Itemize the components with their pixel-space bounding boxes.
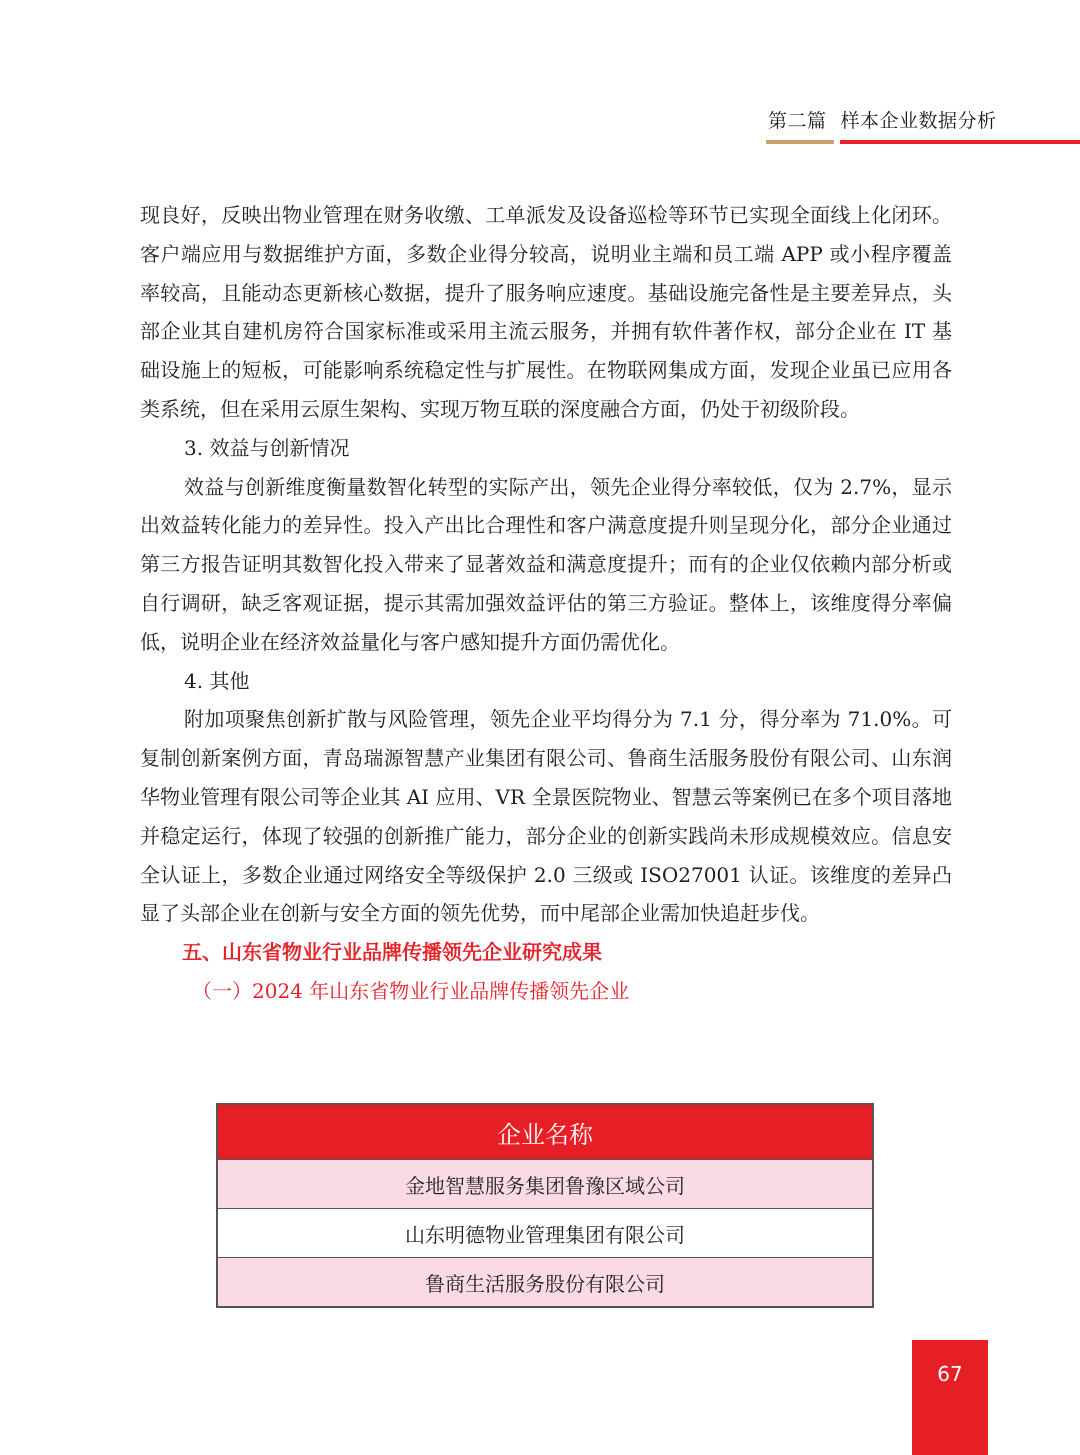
table-row: 金地智慧服务集团鲁豫区域公司 (218, 1160, 872, 1209)
section-subheading-5-1: （一）2024 年山东省物业行业品牌传播领先企业 (192, 978, 630, 1003)
table-row: 鲁商生活服务股份有限公司 (218, 1258, 872, 1306)
header-chapter: 样本企业数据分析 (840, 110, 997, 132)
body-text (140, 196, 952, 1011)
paragraph-other: 附加项聚焦创新扩散与风险管理，领先企业平均得分为 7.1 分，得分率为 71.0%。可复制创新案例方面，青岛瑞源智慧产业集团有限公司、鲁商生活服务股份有限公司、山东润华物业管理有限公司等企业其 AI 应用、VR 全景医院物业、智慧云等案例已在多个项目落地并稳定运行，体现了较强的创新推广能力，部分企业的创新实践尚未形成规模效应。信息安全认证上，多数企业通过网络安全等级保护 2.0 三级或 ISO27001 认证。该维度的差异凸显了头部企业在创新与安全方面的领先优势，而中尾部企业需加快追赶步伐。 (140, 707, 952, 926)
leading-enterprises-table (216, 1103, 874, 1308)
subheading-other: 4. 其他 (184, 668, 250, 693)
table-header: 企业名称 (218, 1105, 872, 1160)
header-rule-gold (766, 140, 834, 144)
header-part: 第二篇 (768, 110, 827, 132)
table-row: 山东明德物业管理集团有限公司 (218, 1209, 872, 1258)
chapter-header (768, 106, 997, 133)
paragraph-continuation: 现良好，反映出物业管理在财务收缴、工单派发及设备巡检等环节已实现全面线上化闭环。客户端应用与数据维护方面，多数企业得分较高，说明业主端和员工端 APP 或小程序覆盖率较高，且能动态更新核心数据，提升了服务响应速度。基础设施完备性是主要差异点，头部企业其自建机房符合国家标准或采用主流云服务，并拥有软件著作权，部分企业在 IT 基础设施上的短板，可能影响系统稳定性与扩展性。在物联网集成方面，发现企业虽已应用各类系统，但在采用云原生架构、实现万物互联的深度融合方面，仍处于初级阶段。 (140, 203, 952, 421)
paragraph-benefit-innovation: 效益与创新维度衡量数智化转型的实际产出，领先企业得分率较低，仅为 2.7%，显示出效益转化能力的差异性。投入产出比合理性和客户满意度提升则呈现分化，部分企业通过第三方报告证明其数智化投入带来了显著效益和满意度提升；而有的企业仅依赖内部分析或自行调研，缺乏客观证据，提示其需加强效益评估的第三方验证。整体上，该维度得分率偏低，说明企业在经济效益量化与客户感知提升方面仍需优化。 (140, 474, 952, 654)
page-number: 67 (912, 1340, 988, 1455)
header-rule-red (840, 140, 1080, 144)
section-heading-5: 五、山东省物业行业品牌传播领先企业研究成果 (182, 940, 602, 965)
subheading-benefit-innovation: 3. 效益与创新情况 (184, 435, 350, 460)
